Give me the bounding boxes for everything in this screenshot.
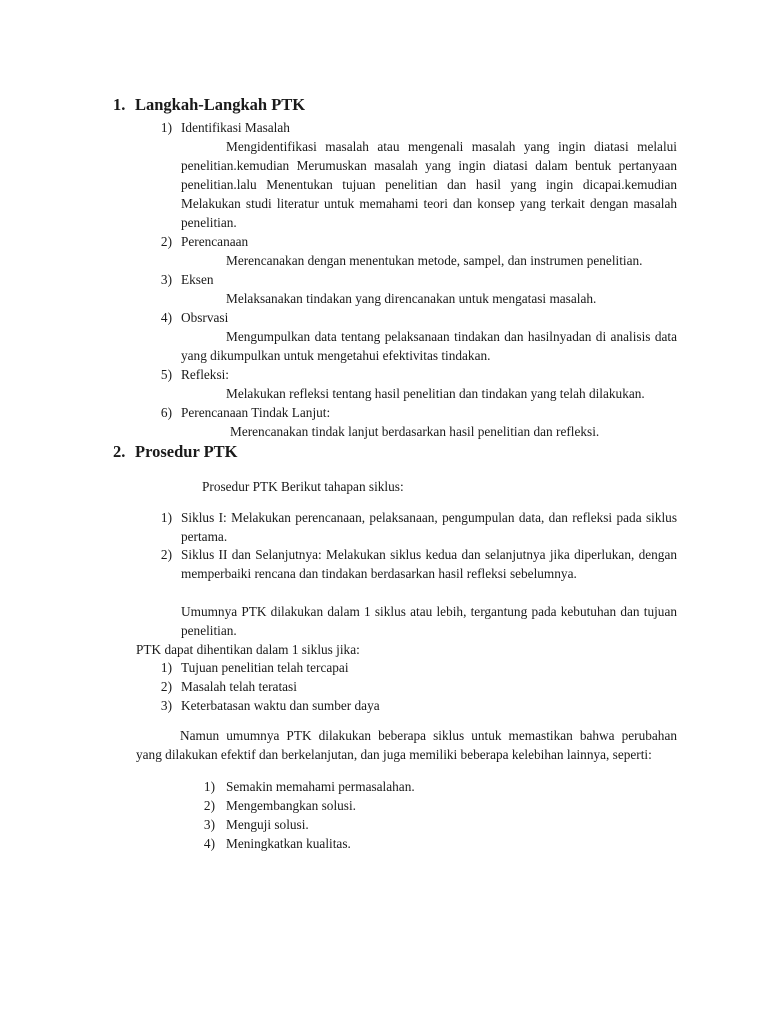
procedure-intro: Prosedur PTK Berikut tahapan siklus: (202, 479, 404, 494)
step-3-number: 3) (160, 272, 172, 287)
step-6-number: 6) (160, 405, 172, 420)
section-1-number: 1. (113, 95, 126, 114)
step-3-title: Eksen (181, 272, 214, 287)
step-4-description: Mengumpulkan data tentang pelaksanaan tindakan dan hasilnyadan di analisis data yang dikumpulkan untuk mengetahui efektivitas tindakan. (181, 329, 677, 363)
cycle-2-text: Siklus II dan Selanjutnya: Melakukan siklus kedua dan selanjutnya jika diperlukan, dengan memperbaiki rencana dan tindakan berdasarkan hasil refleksi sebelumnya. (181, 547, 677, 581)
benefit-3-number: 3) (203, 817, 215, 832)
stop-item-2-text: Masalah telah teratasi (181, 679, 297, 694)
step-1-title: Identifikasi Masalah (181, 120, 290, 135)
step-6-description: Merencanakan tindak lanjut berdasarkan hasil penelitian dan refleksi. (230, 424, 600, 439)
section-1-title: Langkah-Langkah PTK (135, 95, 306, 114)
benefit-1-number: 1) (203, 779, 215, 794)
stop-item-2-number: 2) (160, 679, 172, 694)
section-2-title: Prosedur PTK (135, 442, 238, 461)
step-1-number: 1) (160, 120, 172, 135)
general-paragraph: Umumnya PTK dilakukan dalam 1 siklus atau lebih, tergantung pada kebutuhan dan tujuan penelitian. (181, 604, 677, 638)
step-1-description: Mengidentifikasi masalah atau mengenali masalah yang ingin diatasi melalui penelitian.kemudian Merumuskan masalah yang ingin diatasi dalam bentuk pertanyaan penelitian.lalu Menentukan tujuan penelitian dan hasil yang ingin dicapai.kemudian Melakukan studi literatur untuk memahami teori dan konsep yang terkait dengan masalah penelitian. (181, 139, 677, 230)
stop-item-3-text: Keterbatasan waktu dan sumber daya (181, 698, 380, 713)
however-line-2: yang dilakukan efektif dan berkelanjutan, dan juga memiliki beberapa kelebihan lainnya, seperti: (136, 747, 652, 762)
step-2-title: Perencanaan (181, 234, 249, 249)
step-2-number: 2) (160, 234, 172, 249)
step-5-number: 5) (160, 367, 172, 382)
step-4-number: 4) (160, 310, 172, 325)
however-line-1: Namun umumnya PTK dilakukan beberapa siklus untuk memastikan bahwa perubahan (180, 728, 677, 743)
step-2-description: Merencanakan dengan menentukan metode, sampel, dan instrumen penelitian. (226, 253, 643, 268)
cycle-1-text: Siklus I: Melakukan perencanaan, pelaksanaan, pengumpulan data, dan refleksi pada siklus pertama. (181, 510, 677, 544)
benefit-3-text: Menguji solusi. (226, 817, 309, 832)
benefit-4-number: 4) (203, 836, 215, 851)
step-6-title: Perencanaan Tindak Lanjut: (181, 405, 331, 420)
stop-intro: PTK dapat dihentikan dalam 1 siklus jika: (136, 642, 360, 657)
stop-item-1-number: 1) (160, 660, 172, 675)
stop-item-3-number: 3) (160, 698, 172, 713)
cycle-1-number: 1) (160, 510, 172, 525)
benefit-1-text: Semakin memahami permasalahan. (226, 779, 415, 794)
benefit-2-text: Mengembangkan solusi. (226, 798, 356, 813)
benefit-4-text: Meningkatkan kualitas. (226, 836, 351, 851)
section-2-heading (113, 441, 238, 463)
section-1-heading (113, 94, 305, 116)
step-5-title: Refleksi: (181, 367, 230, 382)
stop-item-1-text: Tujuan penelitian telah tercapai (181, 660, 349, 675)
step-4-title: Obsrvasi (181, 310, 229, 325)
step-3-description: Melaksanakan tindakan yang direncanakan untuk mengatasi masalah. (226, 291, 597, 306)
section-2-number: 2. (113, 442, 126, 461)
step-5-description: Melakukan refleksi tentang hasil penelitian dan tindakan yang telah dilakukan. (226, 386, 645, 401)
cycle-2-number: 2) (160, 547, 172, 562)
benefit-2-number: 2) (203, 798, 215, 813)
